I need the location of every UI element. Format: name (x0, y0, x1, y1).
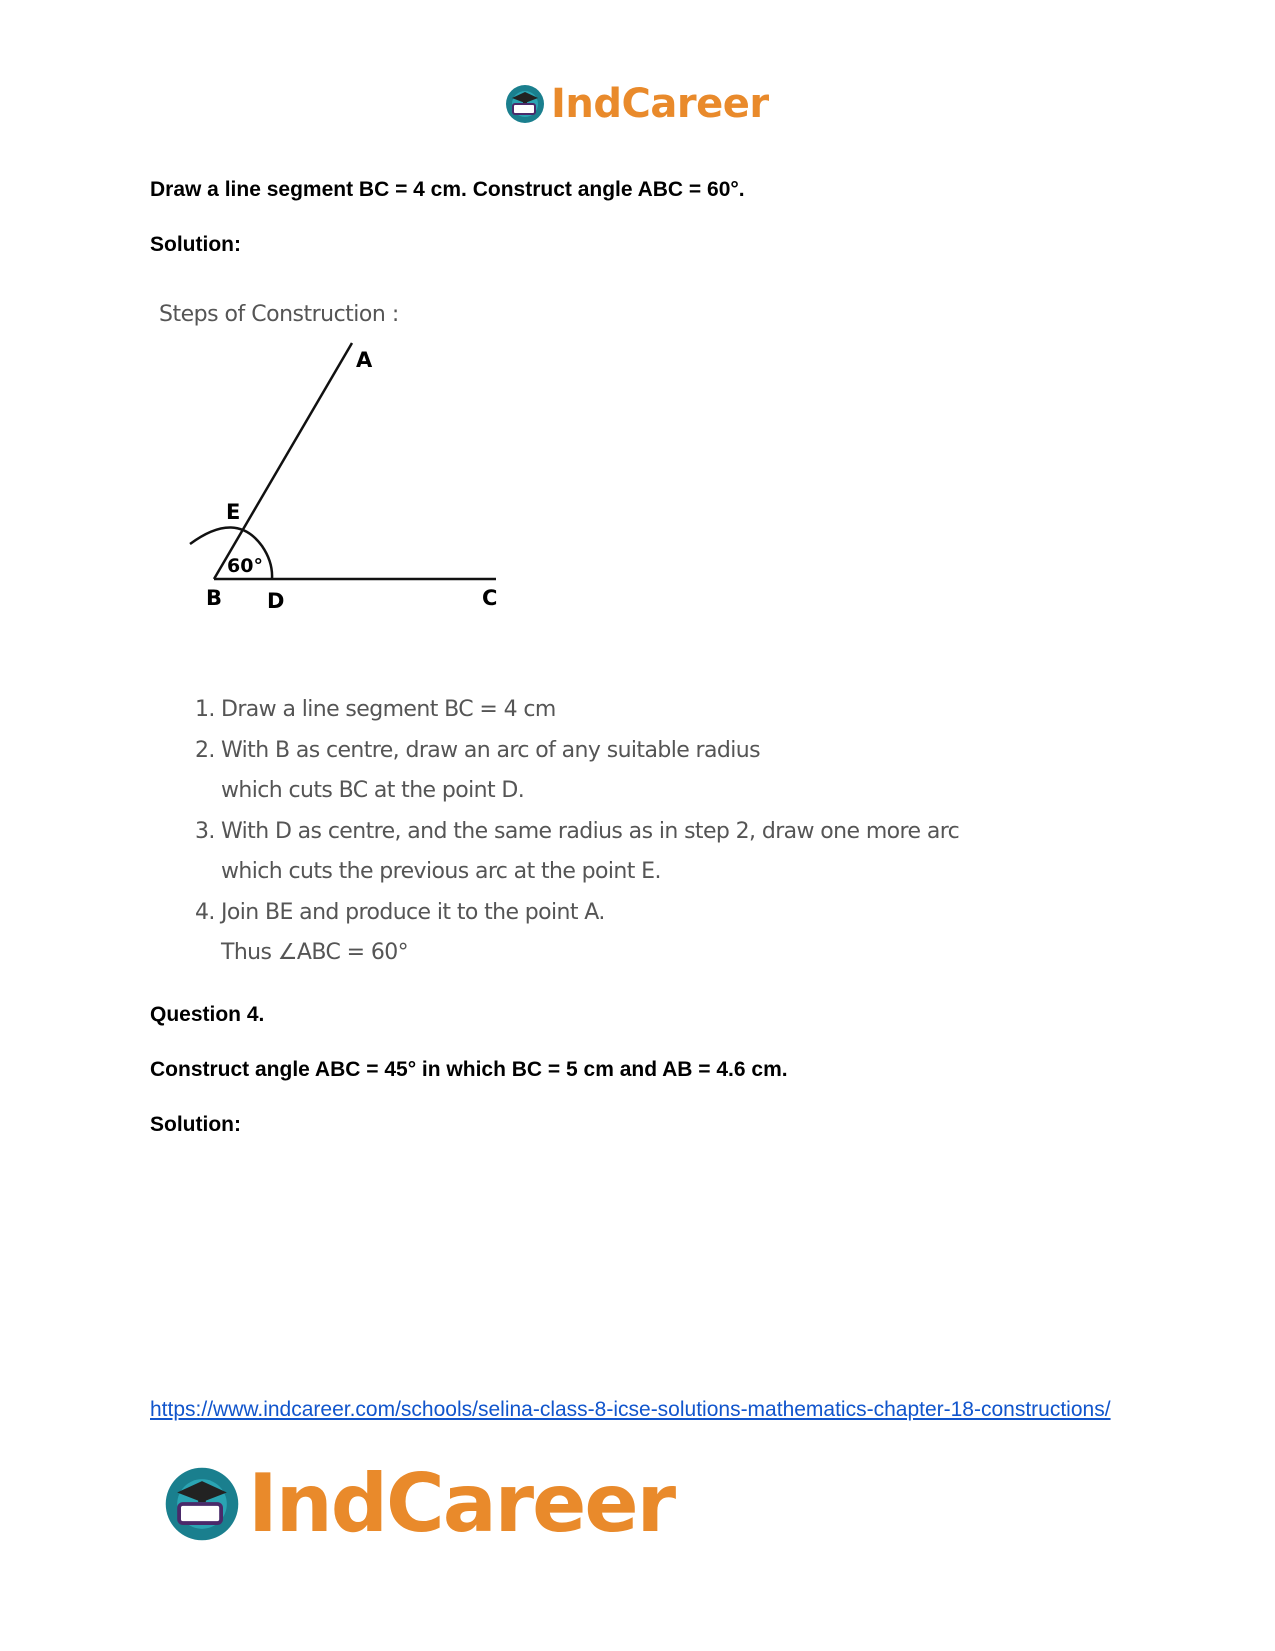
footer-link[interactable]: https://www.indcareer.com/schools/selina-class-8-icse-solutions-mathematics-chapter-18-constructions/ (150, 1398, 1111, 1421)
logo-text: IndCareer (551, 81, 769, 127)
logo-text: IndCareer (248, 1457, 675, 1550)
step-number: 2. (195, 737, 215, 763)
step-text-continued: which cuts the previous arc at the point E. (221, 859, 661, 884)
step-number: 3. (195, 818, 215, 844)
step-item (195, 812, 1095, 893)
step-item (195, 893, 1095, 974)
step-conclusion: Thus ∠ABC = 60° (221, 940, 409, 965)
step-text: Draw a line segment BC = 4 cm (221, 697, 556, 722)
graduation-book-icon (503, 82, 547, 126)
question-4-label: Question 4. (150, 1003, 265, 1026)
step-text: With D as centre, and the same radius as in step 2, draw one more arc (221, 818, 960, 844)
ray-ba (214, 343, 352, 579)
step-text: Join BE and produce it to the point A. (221, 899, 605, 925)
header-logo (503, 80, 769, 128)
label-d: D (267, 589, 285, 613)
step-item (195, 731, 1095, 812)
question-prompt: Draw a line segment BC = 4 cm. Construct angle ABC = 60°. (150, 178, 745, 201)
construction-figure (180, 340, 520, 630)
step-number: 1. (195, 697, 215, 722)
step-number: 4. (195, 899, 215, 925)
question-4-prompt: Construct angle ABC = 45° in which BC = 5 cm and AB = 4.6 cm. (150, 1058, 788, 1081)
step-text: With B as centre, draw an arc of any suitable radius (221, 737, 760, 763)
step-text-continued: which cuts BC at the point D. (221, 778, 525, 803)
label-c: C (482, 586, 498, 610)
graduation-book-icon (160, 1462, 244, 1546)
label-a: A (356, 348, 373, 372)
steps-list (195, 690, 1095, 974)
footer-logo (160, 1457, 675, 1550)
solution-label: Solution: (150, 233, 241, 256)
angle-label: 60° (227, 555, 263, 577)
label-b: B (206, 586, 223, 610)
label-e: E (226, 500, 241, 524)
question-4-solution-label: Solution: (150, 1113, 241, 1136)
step-item (195, 690, 1095, 731)
steps-heading: Steps of Construction : (159, 302, 399, 327)
